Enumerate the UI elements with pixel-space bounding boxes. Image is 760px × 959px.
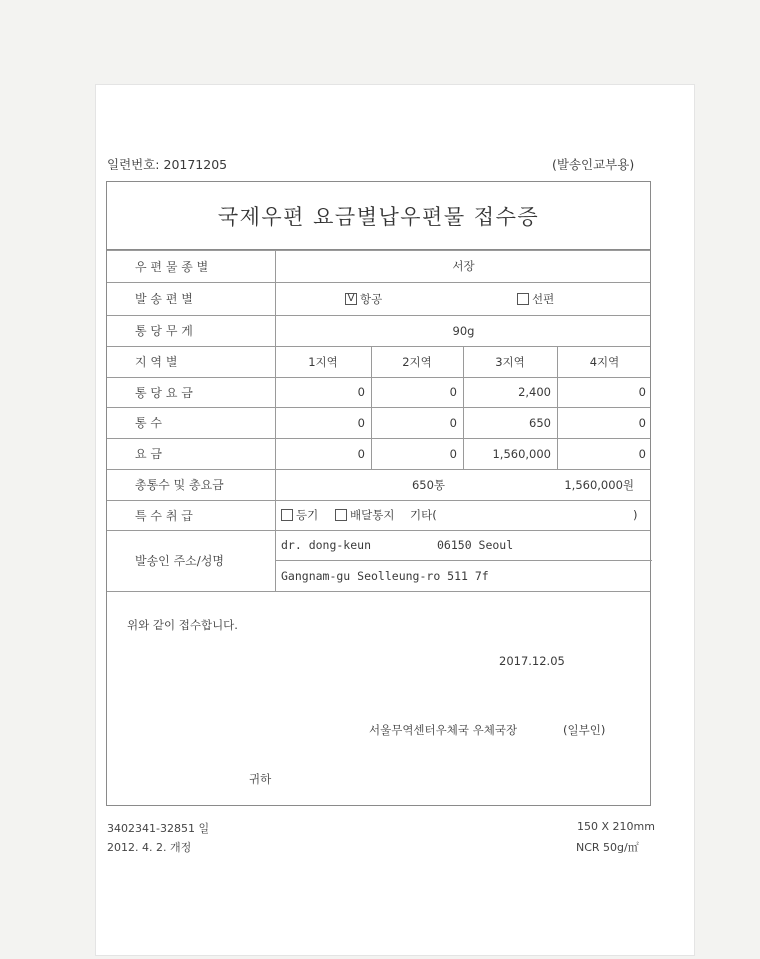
registered-checkbox[interactable] — [281, 509, 293, 521]
fee-z2: 0 — [449, 446, 457, 461]
sea-label: 선편 — [532, 291, 555, 306]
unit-fee-z1: 0 — [357, 385, 365, 399]
zone-2-header: 2지역 — [402, 354, 432, 369]
label-zone: 지 역 별 — [135, 355, 178, 369]
paper-size: 150 X 210mm — [577, 820, 655, 833]
delivery-notice-option[interactable] — [335, 500, 394, 530]
form-title: 국제우편 요금별납우편물 접수증 — [107, 182, 650, 250]
registered-option[interactable] — [275, 500, 318, 530]
label-item-type: 우 편 물 종 별 — [135, 259, 209, 274]
label-unit-fee: 통 당 요 금 — [135, 385, 193, 400]
other-label: 기타( — [410, 508, 437, 522]
label-count: 통 수 — [135, 416, 162, 430]
zone-1-header: 1지역 — [308, 354, 338, 369]
unit-fee-z3: 2,400 — [518, 385, 551, 399]
total-amount: 1,560,000원 — [564, 477, 634, 492]
sender-name: dr. dong-keun — [281, 538, 372, 552]
air-checkbox[interactable]: V — [345, 293, 357, 305]
sea-checkbox[interactable] — [517, 293, 529, 305]
count-z4: 0 — [638, 415, 646, 430]
sender-address: Gangnam-gu Seolleung-ro 511 7f — [281, 568, 489, 583]
receipt-form — [106, 181, 651, 806]
receipt-text: 위와 같이 접수합니다. — [127, 618, 238, 632]
paper-type: NCR 50g/㎡ — [576, 841, 639, 854]
unit-fee-z2: 0 — [449, 385, 457, 399]
copy-type: (발송인교부용) — [552, 157, 635, 172]
form-code: 3402341-32851 일 — [107, 822, 210, 835]
post-office: 서울무역센터우체국 우체국장 — [369, 723, 518, 737]
registered-label: 등기 — [296, 508, 319, 522]
delivery-notice-label: 배달통지 — [350, 508, 395, 522]
count-z1: 0 — [357, 415, 365, 430]
zone-3-header: 3지역 — [495, 354, 525, 369]
label-delivery: 발 송 편 별 — [135, 292, 193, 306]
item-type-value: 서장 — [452, 259, 475, 273]
addressee: 귀하 — [249, 772, 272, 786]
label-weight: 통 당 무 게 — [135, 324, 193, 338]
receipt-date: 2017.12.05 — [499, 654, 565, 668]
air-label: 항공 — [360, 291, 383, 306]
other-close: ) — [633, 508, 638, 522]
sea-option[interactable] — [517, 282, 554, 315]
fee-z1: 0 — [357, 446, 365, 461]
unit-fee-z4: 0 — [638, 385, 646, 399]
sender-postal: 06150 Seoul — [437, 538, 514, 552]
count-z3: 650 — [529, 415, 551, 430]
fee-z4: 0 — [638, 446, 646, 461]
revision-date: 2012. 4. 2. 개정 — [107, 841, 192, 854]
seal-mark: (일부인) — [563, 723, 606, 737]
zone-4-header: 4지역 — [589, 354, 620, 369]
weight-value: 90g — [452, 323, 475, 338]
label-fee: 요 금 — [135, 447, 162, 461]
label-sender: 발송인 주소/성명 — [135, 554, 225, 568]
label-total: 총통수 및 총요금 — [135, 478, 224, 492]
count-z2: 0 — [449, 415, 457, 430]
fee-z3: 1,560,000 — [492, 446, 551, 461]
air-option[interactable] — [345, 282, 382, 315]
delivery-notice-checkbox[interactable] — [335, 509, 347, 521]
total-count: 650통 — [411, 477, 445, 492]
serial-number: 일련번호: 20171205 — [107, 157, 228, 172]
label-special: 특 수 취 급 — [135, 508, 193, 523]
